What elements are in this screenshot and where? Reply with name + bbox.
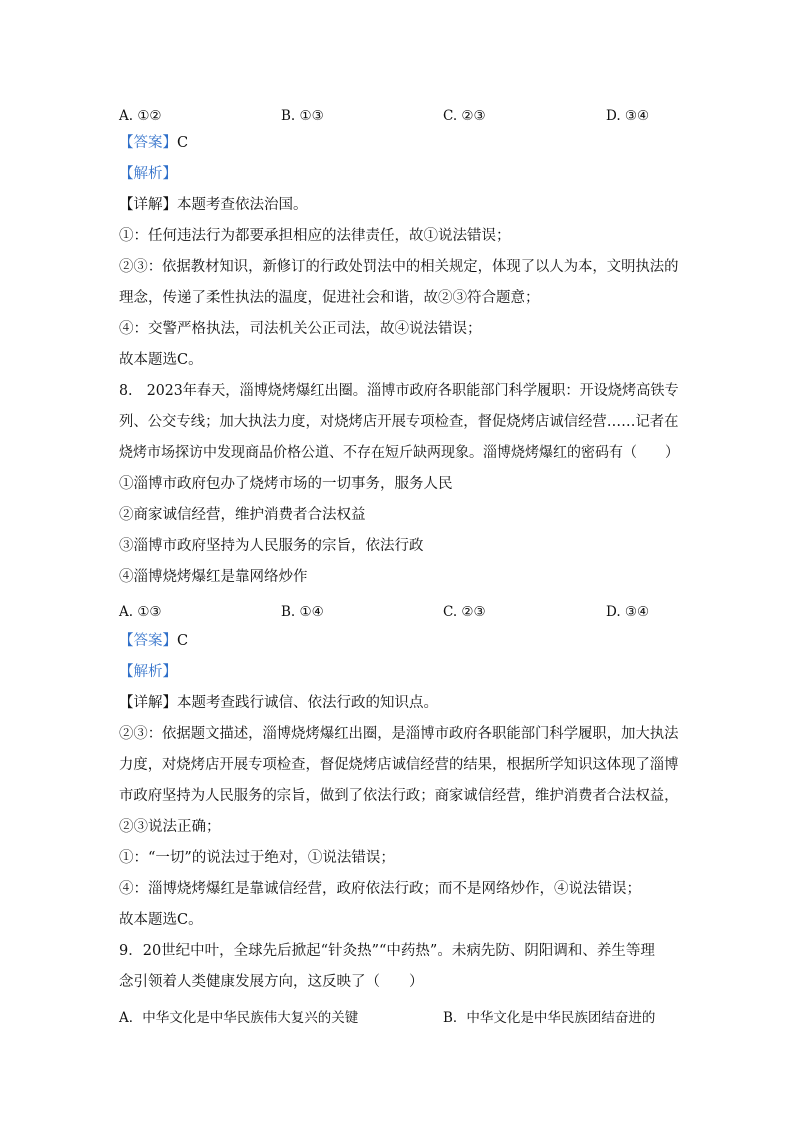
q8-statement: ②商家诚信经营，维护消费者合法权益 — [119, 507, 366, 523]
answer-value: C — [177, 633, 189, 649]
q8-line: ②③说法正确； — [119, 819, 221, 835]
q8-analysis-label: 【解析】 — [119, 664, 177, 680]
detail-text: 本题考查依法治国。 — [177, 197, 308, 213]
detail-label: 【详解】 — [119, 197, 177, 213]
q9-stem-line: 念引领着人类健康发展方向，这反映了（ ） — [119, 974, 424, 990]
q8-stem-line: 烧烤市场探访中发现商品价格公道、不存在短斤缺两现象。淄博烧烤爆红的密码有（ ） — [119, 445, 679, 461]
q7-option-b: B. ①③ — [281, 108, 324, 124]
q8-answer — [119, 631, 188, 651]
q9-option-b: B．中华文化是中华民族团结奋进的 — [443, 1010, 656, 1026]
q8-option-d: D. ③④ — [606, 604, 650, 620]
q7-line: ①：任何违法行为都要承担相应的法律责任，故①说法错误； — [119, 228, 511, 244]
q8-line: ②③：依据题文描述，淄博烧烤爆红出圈，是淄博市政府各职能部门科学履职，加大执法 — [119, 726, 679, 742]
q9-stem-line: 9．20世纪中叶，全球先后掀起“针灸热”“中药热”。未病先防、阴阳调和、养生等理 — [119, 943, 655, 959]
q8-statement: ③淄博市政府坚持为人民服务的宗旨，依法行政 — [119, 538, 424, 554]
q8-line: 故本题选C。 — [119, 912, 203, 928]
q7-line: 理念，传递了柔性执法的温度，促进社会和谐，故②③符合题意； — [119, 290, 540, 306]
q8-statement: ①淄博市政府包办了烧烤市场的一切事务，服务人民 — [119, 476, 453, 492]
q7-detail — [119, 195, 308, 215]
q7-option-a: A. ①② — [119, 108, 162, 124]
q8-option-b: B. ①④ — [281, 604, 324, 620]
q8-option-c: C. ②③ — [443, 604, 486, 620]
q8-option-a: A. ①③ — [119, 604, 162, 620]
detail-label: 【详解】 — [119, 695, 177, 711]
answer-label: 【答案】 — [119, 633, 177, 649]
q9-option-a: A．中华文化是中华民族伟大复兴的关键 — [119, 1010, 359, 1026]
q8-stem-line: 8. 2023年春天，淄博烧烤爆红出圈。淄博市政府各职能部门科学履职：开设烧烤高铁专 — [119, 383, 679, 399]
q8-statement: ④淄博烧烤爆红是靠网络炒作 — [119, 569, 308, 585]
q7-option-d: D. ③④ — [606, 108, 650, 124]
q7-line: ②③：依据教材知识，新修订的行政处罚法中的相关规定，体现了以人为本，文明执法的 — [119, 259, 679, 275]
q7-line: 故本题选C。 — [119, 352, 203, 368]
detail-text: 本题考查践行诚信、依法行政的知识点。 — [177, 695, 438, 711]
q8-line: 力度，对烧烤店开展专项检查，督促烧烤店诚信经营的结果，根据所学知识这体现了淄博 — [119, 757, 679, 773]
q8-detail — [119, 693, 438, 713]
q8-line: ④：淄博烧烤爆红是靠诚信经营，政府依法行政；而不是网络炒作，④说法错误； — [119, 881, 641, 897]
q8-stem-line: 列、公交专线；加大执法力度，对烧烤店开展专项检查，督促烧烤店诚信经营……记者在 — [119, 414, 679, 430]
q7-line: ④：交警严格执法，司法机关公正司法，故④说法错误； — [119, 321, 482, 337]
answer-value: C — [177, 135, 189, 151]
q8-line: ①：“一切”的说法过于绝对，①说法错误； — [119, 850, 395, 866]
q7-option-c: C. ②③ — [443, 108, 486, 124]
q7-answer — [119, 133, 188, 153]
q8-line: 市政府坚持为人民服务的宗旨，做到了依法行政；商家诚信经营，维护消费者合法权益， — [119, 788, 679, 804]
answer-label: 【答案】 — [119, 135, 177, 151]
q7-analysis-label: 【解析】 — [119, 166, 177, 182]
